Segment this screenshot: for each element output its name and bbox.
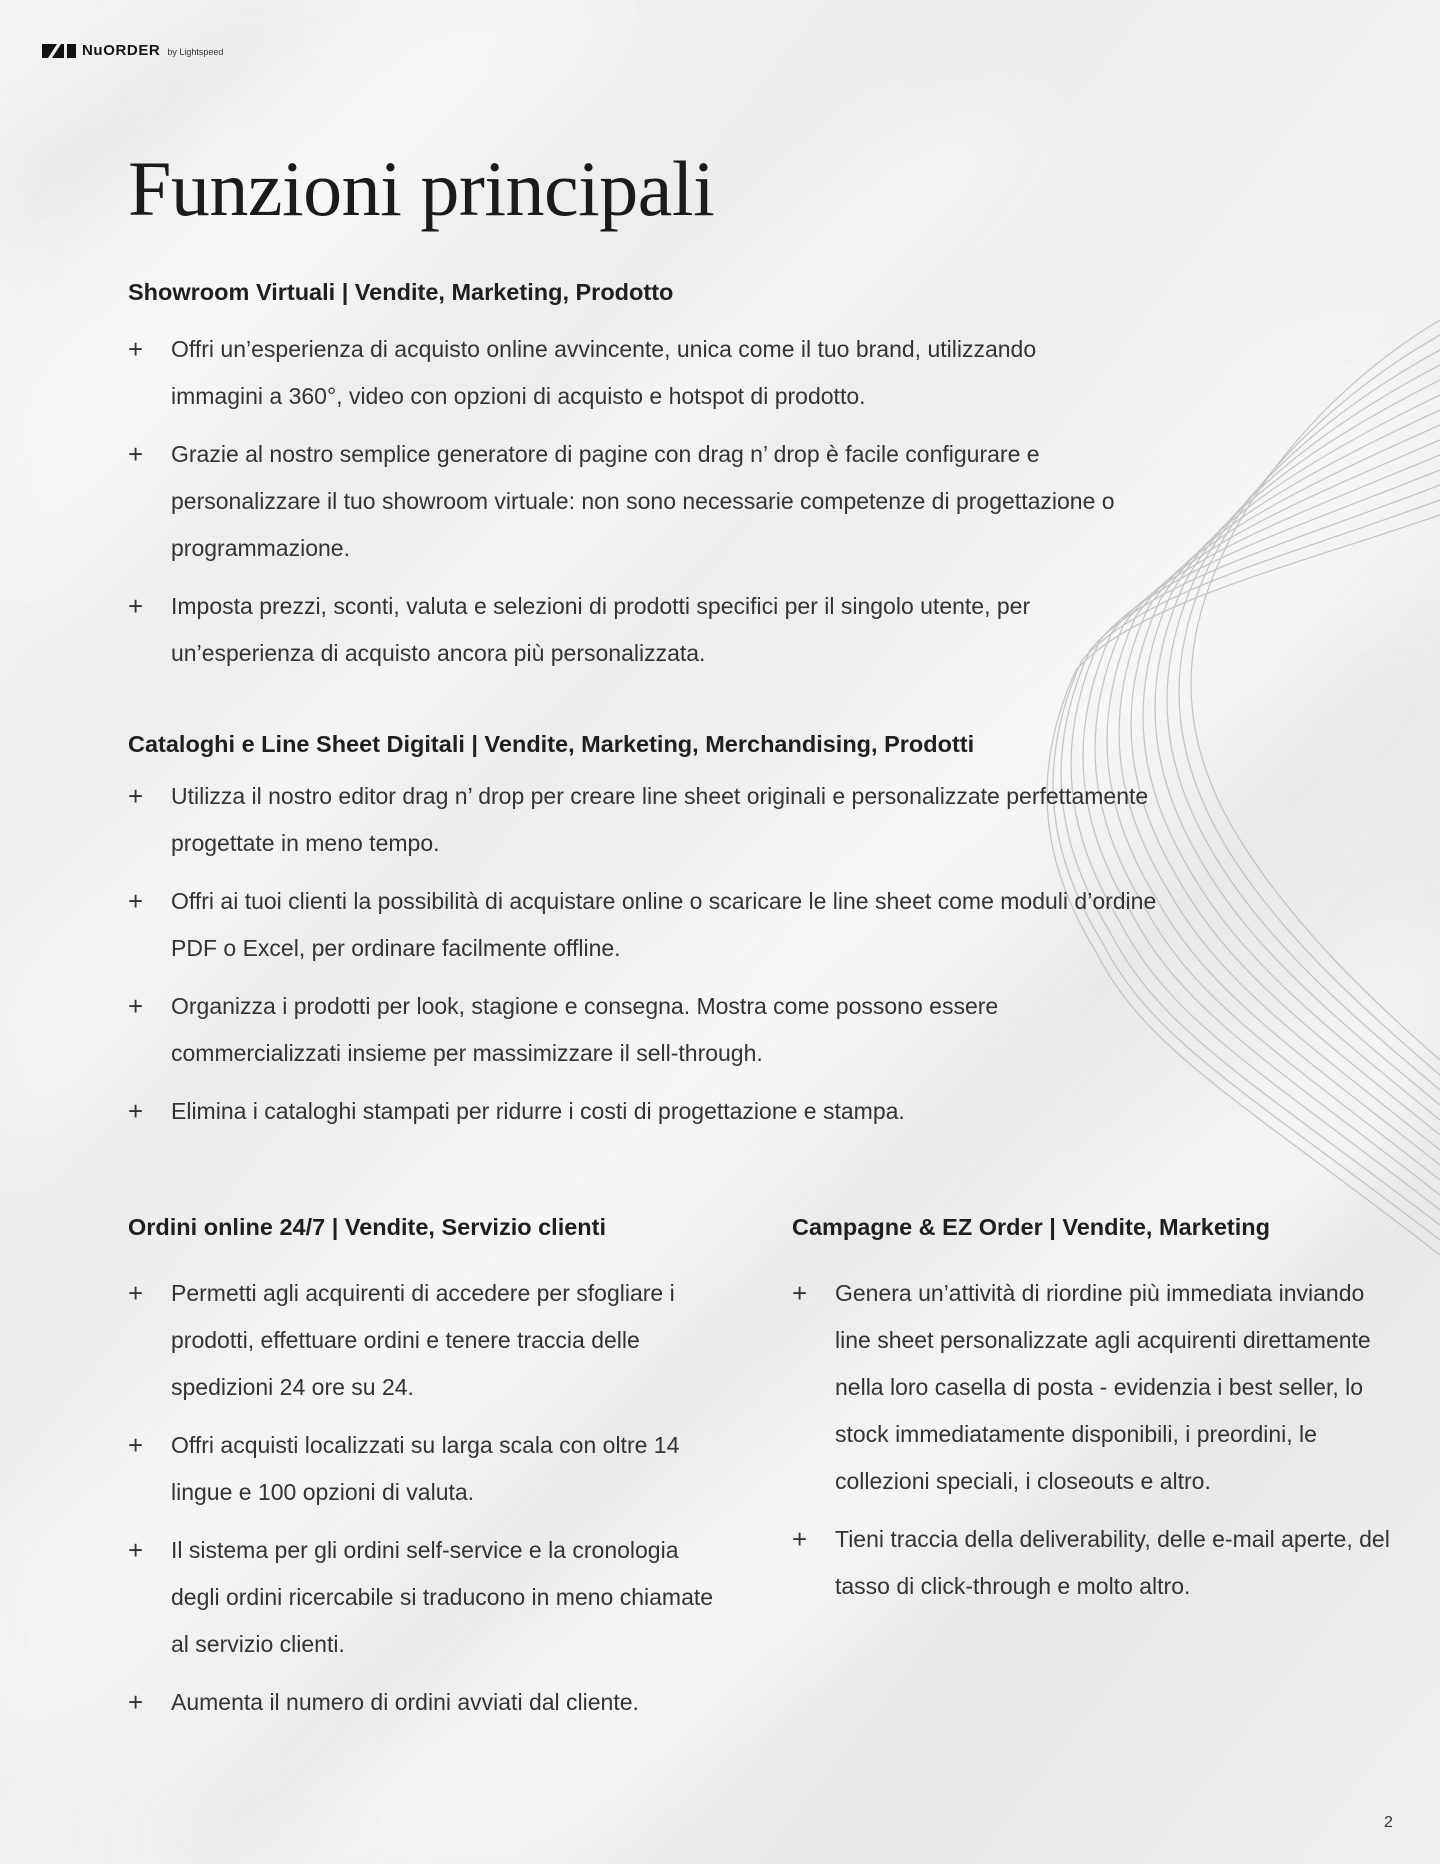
page-title: Funzioni principali bbox=[128, 145, 715, 232]
plus-icon: + bbox=[128, 334, 144, 365]
list-item-text: Offri un’esperienza di acquisto online avvincente, unica come il tuo brand, utilizzando immagini a 360°, video con opzioni di acquisto e hotspot di prodotto. bbox=[171, 336, 1037, 410]
list-item-text: Offri ai tuoi clienti la possibilità di acquistare online o scaricare le line sheet come moduli d’ordine PDF o Excel, per ordinare facilmente offline. bbox=[171, 888, 1157, 962]
plus-icon: + bbox=[128, 991, 144, 1022]
nuorder-logo bbox=[42, 42, 223, 59]
feature-list bbox=[128, 326, 1118, 677]
plus-icon: + bbox=[128, 1430, 144, 1461]
section-campaigns bbox=[792, 1213, 1402, 1621]
plus-icon: + bbox=[128, 591, 144, 622]
plus-icon: + bbox=[128, 1535, 144, 1566]
list-item-text: Tieni traccia della deliverability, delle e-mail aperte, del tasso di click-through e molto altro. bbox=[835, 1526, 1390, 1600]
list-item bbox=[792, 1516, 1402, 1610]
list-item bbox=[128, 326, 1118, 420]
list-item-text: Grazie al nostro semplice generatore di pagine con drag n’ drop è facile configurare e personalizzare il tuo showroom virtuale: non sono necessarie competenze di progettazione o programmazione. bbox=[171, 441, 1115, 562]
plus-icon: + bbox=[128, 439, 144, 470]
logo-wordmark: NuORDER bbox=[82, 42, 161, 59]
list-item-text: Aumenta il numero di ordini avviati dal cliente. bbox=[171, 1689, 639, 1716]
list-item bbox=[128, 878, 1168, 972]
list-item bbox=[128, 1088, 1168, 1135]
page-number: 2 bbox=[1384, 1814, 1393, 1831]
section-heading: Showroom Virtuali | Vendite, Marketing, Prodotto bbox=[128, 279, 674, 305]
list-item-text: Imposta prezzi, sconti, valuta e selezioni di prodotti specifici per il singolo utente, per un’esperienza di acquisto ancora più personalizzata. bbox=[171, 593, 1031, 667]
plus-icon: + bbox=[792, 1278, 808, 1309]
plus-icon: + bbox=[792, 1524, 808, 1555]
section-heading: Ordini online 24/7 | Vendite, Servizio clienti bbox=[128, 1214, 607, 1240]
plus-icon: + bbox=[128, 1096, 144, 1127]
plus-icon: + bbox=[128, 1278, 144, 1309]
list-item bbox=[128, 1422, 728, 1516]
list-item-text: Organizza i prodotti per look, stagione e consegna. Mostra come possono essere commercializzati insieme per massimizzare il sell-through. bbox=[171, 993, 999, 1067]
feature-list bbox=[128, 773, 1168, 1135]
list-item-text: Utilizza il nostro editor drag n’ drop per creare line sheet originali e personalizzate perfettamente progettate in meno tempo. bbox=[171, 783, 1149, 857]
list-item-text: Genera un’attività di riordine più immediata inviando line sheet personalizzate agli acquirenti direttamente nella loro casella di posta - evidenzia i best seller, lo stock immediatamente disponibili, i preordini, le collezioni speciali, i closeouts e altro. bbox=[835, 1280, 1371, 1495]
list-item bbox=[128, 1527, 728, 1668]
plus-icon: + bbox=[128, 1687, 144, 1718]
list-item bbox=[128, 431, 1118, 572]
list-item bbox=[128, 773, 1168, 867]
list-item-text: Offri acquisti localizzati su larga scala con oltre 14 lingue e 100 opzioni di valuta. bbox=[171, 1432, 680, 1506]
list-item bbox=[128, 983, 1168, 1077]
section-virtual-showrooms bbox=[128, 278, 1118, 688]
nuorder-logo-icon bbox=[42, 44, 76, 58]
feature-list bbox=[792, 1270, 1402, 1610]
list-item-text: Il sistema per gli ordini self-service e la cronologia degli ordini ricercabile si traducono in meno chiamate al servizio clienti. bbox=[171, 1537, 714, 1658]
plus-icon: + bbox=[128, 781, 144, 812]
list-item bbox=[128, 1679, 728, 1726]
feature-list bbox=[128, 1270, 728, 1726]
list-item bbox=[128, 1270, 728, 1411]
list-item-text: Elimina i cataloghi stampati per ridurre i costi di progettazione e stampa. bbox=[171, 1098, 905, 1125]
logo-tagline: by Lightspeed bbox=[167, 46, 224, 57]
list-item bbox=[128, 583, 1118, 677]
section-online-orders bbox=[128, 1213, 728, 1737]
list-item bbox=[792, 1270, 1402, 1505]
section-heading: Campagne & EZ Order | Vendite, Marketing bbox=[792, 1214, 1270, 1240]
list-item-text: Permetti agli acquirenti di accedere per sfogliare i prodotti, effettuare ordini e tenere traccia delle spedizioni 24 ore su 24. bbox=[171, 1280, 675, 1401]
section-digital-catalogs bbox=[128, 730, 1168, 1146]
plus-icon: + bbox=[128, 886, 144, 917]
section-heading: Cataloghi e Line Sheet Digitali | Vendite, Marketing, Merchandising, Prodotti bbox=[128, 731, 975, 757]
